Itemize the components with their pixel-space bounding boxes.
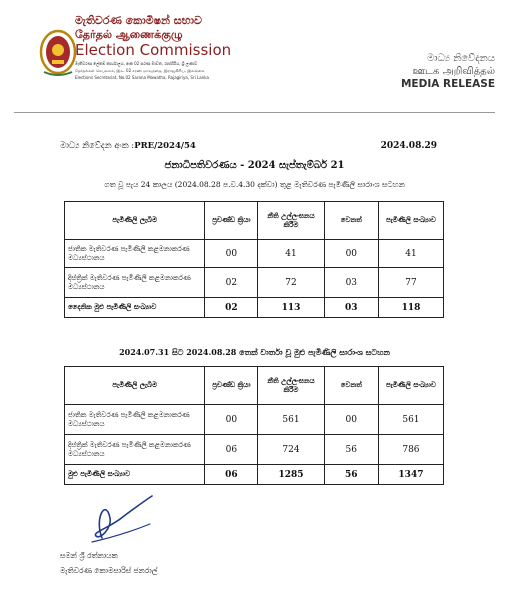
table-header-row [65, 202, 444, 240]
cell-total: 561 [378, 405, 443, 435]
cell-total: 118 [378, 298, 443, 318]
reference-value: PRE/2024/54 [134, 141, 196, 151]
col-header-law-violation: නීති උල්ලංඝනය කිරීම [258, 202, 324, 240]
table-row [65, 435, 444, 465]
media-release-header [401, 52, 495, 91]
address-sinhala: මැතිවරණ ලේකම් කාර්යාලය, අංක 02 සරණ මාවත, රාජගිරිය, ශ්‍රී ලංකාව [75, 61, 198, 66]
org-name-sinhala: මැතිවරණ කොමිෂන් සභාව [75, 14, 202, 27]
signatory-title: මැතිවරණ කොමසාරිස් ජනරාල් [60, 566, 158, 575]
col-header-other: වෙනත් [324, 202, 378, 240]
cell-other: 03 [324, 298, 378, 318]
cell-violence: 02 [205, 268, 258, 298]
organization-header [75, 14, 231, 80]
cell-violence: 02 [205, 298, 258, 318]
table-total-row [65, 465, 444, 485]
cell-violence: 06 [205, 435, 258, 465]
reference-number [60, 141, 196, 151]
table1-caption: ගත වූ පැය 24 කාලය (2024.08.28 ප.ව.4.30 දක්වා) තුළ මැතිවරණ පැමිණිලි සාරාංශ සටහන [104, 180, 405, 189]
table-row [65, 268, 444, 298]
col-header-received: පැමිණිලි ලැබීම [65, 367, 205, 405]
media-release-english: MEDIA RELEASE [400, 78, 495, 90]
address-english: Elections Secretariat, No.02 Sarana Mawatha, Rajagiriya, Sri Lanka [75, 75, 209, 80]
cell-law-violation: 724 [258, 435, 324, 465]
row-label: දෛනික මුළු පැමිණිලි සංඛ්‍යාව [65, 298, 205, 318]
col-header-total: පැමිණිලි සංඛ්‍යාව [378, 367, 443, 405]
cell-total: 786 [378, 435, 443, 465]
cell-law-violation: 561 [258, 405, 324, 435]
org-name-tamil: தேர்தல் ஆணைக்குழு [75, 28, 183, 41]
table2-caption: 2024.07.31 සිට 2024.08.28 තෙක් වාර්තා වූ මුළු පැමිණිලි සාරාංශ සටහන [119, 347, 390, 357]
signatory-name: සමන් ශ්‍රී රත්නායක [60, 551, 118, 560]
cell-other: 00 [324, 240, 378, 268]
cell-law-violation: 1285 [258, 465, 324, 485]
col-header-violence: ප්‍රචණ්ඩ ක්‍රියා [205, 202, 258, 240]
row-label: ජාතික මැතිවරණ පැමිණිලි කළමනාකරණ මධ්‍යස්ථානය [65, 240, 205, 268]
media-release-sinhala: මාධ්‍ය නිවේදනය [427, 53, 495, 64]
table-row [65, 240, 444, 268]
cell-total: 1347 [378, 465, 443, 485]
row-label: මුළු පැමිණිලි සංඛ්‍යාව [65, 465, 205, 485]
col-header-law-violation: නීති උල්ලංඝනය කිරීම [258, 367, 324, 405]
col-header-other: වෙනත් [324, 367, 378, 405]
cell-total: 41 [378, 240, 443, 268]
row-label: දිස්ත්‍රික් මැතිවරණ පැමිණිලි කළමනාකරණ මධ්‍යස්ථානය [65, 268, 205, 298]
col-header-total: පැමිණිලි සංඛ්‍යාව [378, 202, 443, 240]
cell-violence: 06 [205, 465, 258, 485]
cell-violence: 00 [205, 240, 258, 268]
cell-other: 03 [324, 268, 378, 298]
media-release-tamil: ஊடக அறிவித்தல் [412, 66, 495, 77]
release-date: 2024.08.29 [380, 141, 437, 151]
table-total-row [65, 298, 444, 318]
cell-total: 77 [378, 268, 443, 298]
cell-other: 56 [324, 435, 378, 465]
row-label: ජාතික මැතිවරණ පැමිණිලි කළමනාකරණ මධ්‍යස්ථානය [65, 405, 205, 435]
cell-other: 56 [324, 465, 378, 485]
row-label: දිස්ත්‍රික් මැතිවරණ පැමිණිලි කළමනාකරණ මධ්‍යස්ථානය [65, 435, 205, 465]
col-header-violence: ප්‍රචණ්ඩ ක්‍රියා [205, 367, 258, 405]
cell-law-violation: 72 [258, 268, 324, 298]
cell-law-violation: 113 [258, 298, 324, 318]
header-divider [14, 112, 495, 113]
table-header-row [65, 367, 444, 405]
cumulative-complaints-table [64, 366, 444, 485]
cell-other: 00 [324, 405, 378, 435]
handwritten-signature [80, 488, 170, 548]
emblem-logo [38, 28, 78, 78]
cell-law-violation: 41 [258, 240, 324, 268]
address-tamil: தேர்தல்கள் செயலகம், இல. 02 சரண மாவத்தை, இராஜகிரிய, இலங்கை [75, 68, 205, 73]
daily-complaints-table [64, 201, 444, 318]
reference-label: මාධ්‍ය නිවේදන අංක : [60, 141, 135, 151]
table-row [65, 405, 444, 435]
document-title: ජනාධිපතිවරණය - 2024 සැප්තැම්බර් 21 [164, 160, 345, 171]
cell-violence: 00 [205, 405, 258, 435]
org-name-english: Election Commission [75, 41, 232, 59]
col-header-received: පැමිණිලි ලැබීම [65, 202, 205, 240]
